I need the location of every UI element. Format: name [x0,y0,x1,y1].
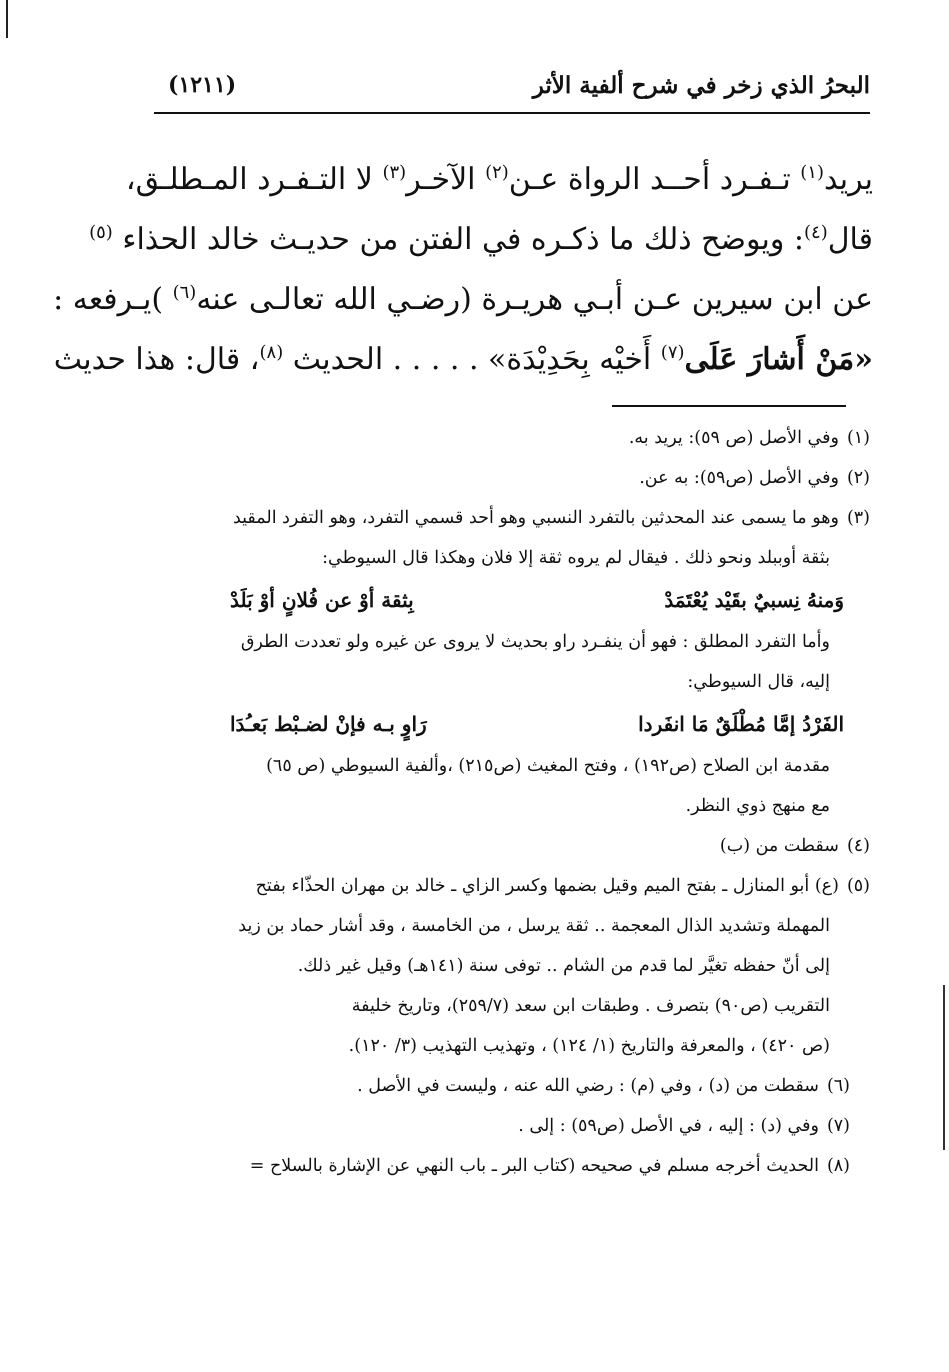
footnote-continuation: إلى أنّ حفظه تغيَّر لما قدم من الشام .. توفى سنة (١٤١هـ) وقيل غير ذلك. [297,956,830,976]
header-rule [154,112,870,114]
footnote-number: (٧) [826,1116,850,1136]
footnote-continuation: وأما التفرد المطلق : فهو أن ينفـرد راو بحديث لا يروى عن غيره ولو تعددت الطرق [240,632,830,652]
header-title: البحرُ الذي زخر في شرح ألفية الأثر [532,72,870,99]
main-line: «مَنْ أَشارَ عَلَى$^{(٧)}$ أَخيْه بِحَدِيْدَة» . . . . . الحديث $^{(٨)}$، قال: هذا حديث [53,342,873,377]
footnote-ref: (٨) [259,342,284,363]
footnote: (١)وفي الأصل (ص ٥٩): يريد به. [150,418,870,458]
verse-line [150,578,870,622]
footnote-number: (٢) [846,468,870,488]
verse-hemistich: رَاوٍ بـه فإنْ لضـبْط بَعـُدَا [230,712,427,736]
main-line: عن ابن سيرين عـن أبـي هريـرة (رضـي الله تعالـى عنه$^{(٦)}$ )يـرفعه : [53,282,873,317]
footnote-continuation: إليه، قال السيوطي: [687,672,830,692]
footnote-continuation: (ص ٤٢٠) ، والمعرفة والتاريخ (١/ ١٢٤) ، وتهذيب التهذيب (٣/ ١٢٠). [348,1036,830,1056]
verse-hemistich: الفَرْدُ إمَّا مُطْلَقٌ مَا انفَردا [638,712,844,736]
footnote-ref: (٥) [89,222,113,243]
footnote-number: (٦) [826,1076,850,1096]
footnote-continuation: التقريب (ص٩٠) بتصرف . وطبقات ابن سعد (٢٥٩/٧)، وتاريخ خليفة [351,996,830,1016]
page-number: (١٢١١) [168,72,237,98]
footnote-ref: (٢) [485,162,509,183]
footnote: (٢)وفي الأصل (ص٥٩): به عن. [150,458,870,498]
main-line: يريد$^{(١)}$ تـفـرد أحــد الرواة عـن$^{(٢)}$ الآخـر$^{(٣)}$ لا التـفـرد المـطلـق، [125,162,873,197]
footnote-ref: (٣) [382,162,407,183]
footnote: (٧)وفي (د) : إليه ، في الأصل (ص٥٩) : إلى . [150,1106,870,1146]
footnote-continuation: المهملة وتشديد الذال المعجمة .. ثقة يرسل ، من الخامسة ، وقد أشار حماد بن زيد [238,916,830,936]
scan-edge-mark [943,985,945,1150]
footnote-number: (٤) [846,836,870,856]
verse-hemistich: وَمنهُ نِسبيٌ بقَيْد يُعْتَمَدْ [664,588,844,612]
footnote-continuation: مقدمة ابن الصلاح (ص١٩٢) ، وفتح المغيث (ص٢١٥) ،وألفية السيوطي (ص ٦٥) [266,756,830,776]
footnote-ref: (٧) [660,342,685,363]
footnote-number: (٥) [846,876,870,896]
verse-hemistich: بِثقة أوْ عن فُلانٍ أوْ بَلَدْ [230,588,414,612]
running-header [158,64,870,110]
footnote-number: (١) [846,428,870,448]
footnote-ref: (٤) [803,222,828,243]
footnote-continuation: مع منهج ذوي النظر. [685,796,830,816]
verse-line [150,702,870,746]
main-text [53,150,873,390]
footnotes [150,418,870,1186]
main-line: قال$^{(٤)}$: ويوضح ذلك ما ذكـره في الفتن من حديـث خالد الحذاء $^{(٥)}$ [89,222,873,257]
scan-edge-mark [6,0,8,38]
footnote: (٦)سقطت من (د) ، وفي (م) : رضي الله عنه ، وليست في الأصل . [150,1066,870,1106]
footnote-ref: (١) [800,162,824,183]
footnote-continuation: بثقة أوببلد ونحو ذلك . فيقال لم يروه ثقة إلا فلان وهكذا قال السيوطي: [322,548,830,568]
footnote: (٥)(ع) أبو المنازل ـ بفتح الميم وقيل بضمها وكسر الزاي ـ خالد بن مهران الحذّاء بفتح [150,866,870,906]
footnote-ref: (٦) [172,282,197,303]
footnote: (٤)سقطت من (ب) [150,826,870,866]
footnote-separator [612,405,846,407]
footnote: (٨)الحديث أخرجه مسلم في صحيحه (كتاب البر ـ باب النهي عن الإشارة بالسلاح = [150,1146,870,1186]
footnote-number: (٣) [846,508,870,528]
footnote-number: (٨) [826,1156,850,1176]
footnote: (٣)وهو ما يسمى عند المحدثين بالتفرد النسبي وهو أحد قسمي التفرد، وهو التفرد المقيد [150,498,870,538]
